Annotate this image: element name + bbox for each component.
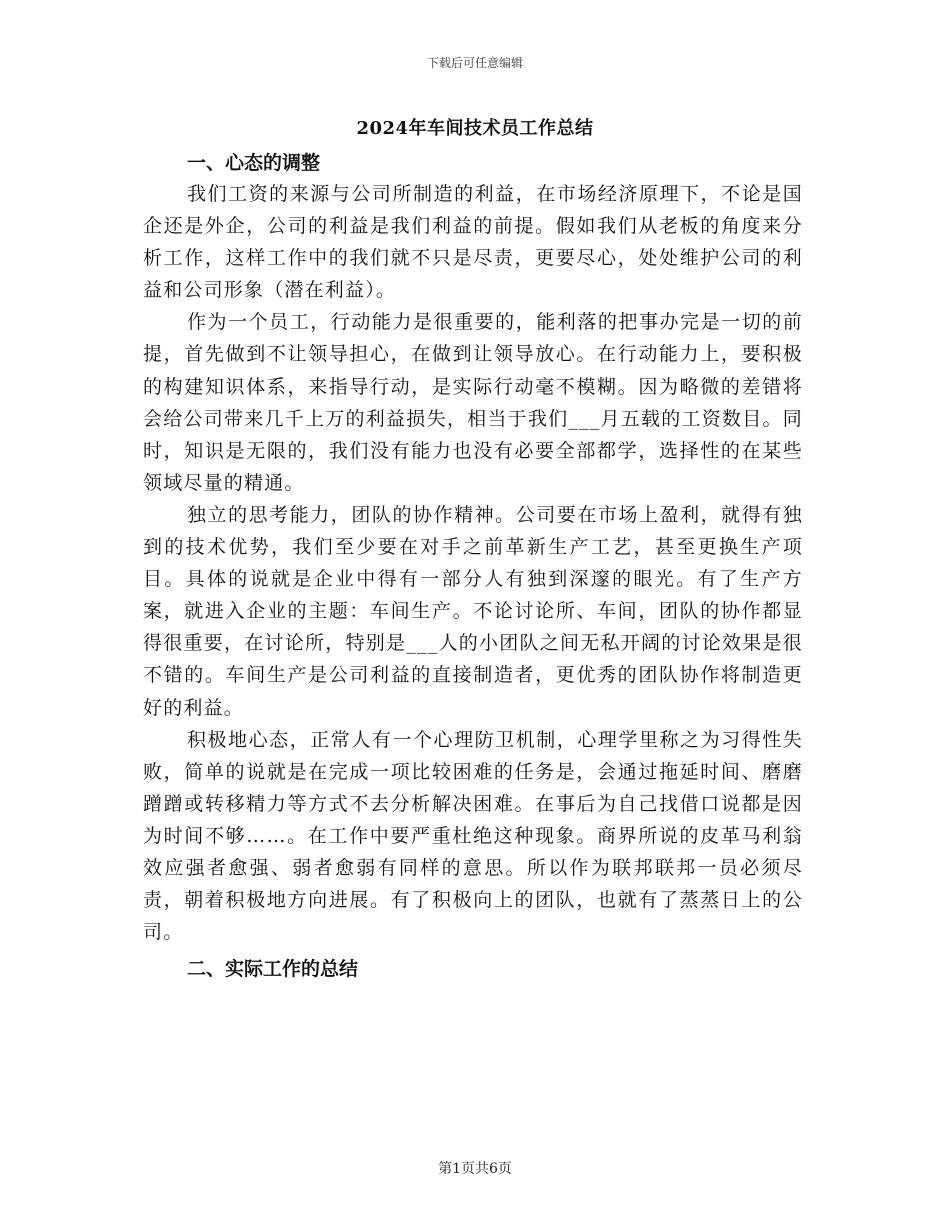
page-number: 第1页共6页 bbox=[438, 1161, 512, 1177]
document-body bbox=[143, 148, 803, 984]
section-heading-1: 一、心态的调整 bbox=[187, 152, 321, 174]
section-heading-2: 二、实际工作的总结 bbox=[187, 958, 359, 981]
paragraph-3: 独立的思考能力，团队的协作精神。公司要在市场上盈利，就得有独到的技术优势，我们至少要在对手之前革新生产工艺，甚至更换生产项目。具体的说就是企业中得有一部分人有独到深邃的眼光。有了生产方案，就进入企业的主题：车间生产。不论讨论所、车间，团队的协作都显得很重要，在讨论所，特别是___人的小团队之间无私开阔的讨论效果是很不错的。车间生产是公司利益的直接制造者，更优秀的团队协作将制造更好的利益。 bbox=[143, 503, 803, 719]
paragraph-4: 积极地心态，正常人有一个心理防卫机制，心理学里称之为习得性失败，简单的说就是在完成一项比较困难的任务是，会通过拖延时间、磨磨蹭蹭或转移精力等方式不去分析解决困难。在事后为自己找借口说都是因为时间不够……。在工作中要严重杜绝这种现象。商界所说的皮革马利翁效应强者愈强、弱者愈弱有同样的意思。所以作为联邦联邦一员必须尽责，朝着积极地方向进展。有了积极向上的团队，也就有了蒸蒸日上的公司。 bbox=[143, 728, 803, 944]
paragraph-2: 作为一个员工，行动能力是很重要的，能利落的把事办完是一切的前提，首先做到不让领导担心，在做到让领导放心。在行动能力上，要积极的构建知识体系，来指导行动，是实际行动毫不模糊。因为略微的差错将会给公司带来几千上万的利益损失，相当于我们___月五载的工资数目。同时，知识是无限的，我们没有能力也没有必要全部都学，选择性的在某些领域尽量的精通。 bbox=[143, 311, 803, 494]
paragraph-1: 我们工资的来源与公司所制造的利益，在市场经济原理下，不论是国企还是外企，公司的利益是我们利益的前提。假如我们从老板的角度来分析工作，这样工作中的我们就不只是尽责，更要尽心，处处维护公司的利益和公司形象（潜在利益）。 bbox=[143, 183, 803, 302]
document-title: 2024年车间技术员工作总结 bbox=[356, 118, 594, 139]
header-note: 下载后可任意编辑 bbox=[426, 56, 523, 70]
